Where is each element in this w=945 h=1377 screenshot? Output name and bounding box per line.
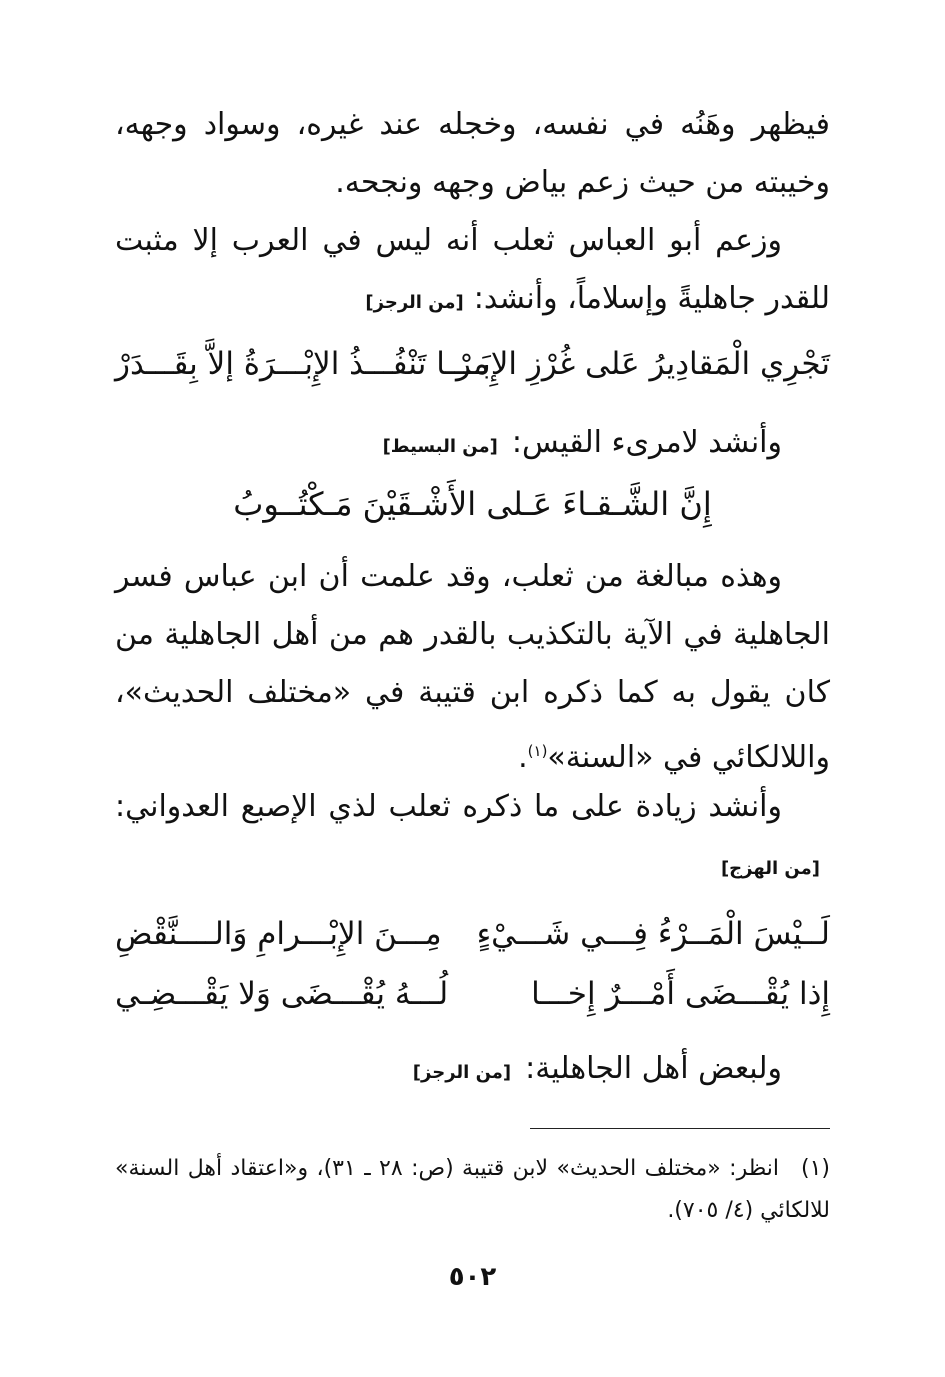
verse-intro-2 xyxy=(115,1040,830,1102)
footnote xyxy=(115,1148,830,1232)
paragraph-3 xyxy=(115,548,830,787)
verse-2 xyxy=(115,474,830,534)
meter-label: [من البسيط] xyxy=(382,436,498,457)
verse-intro-1-text: وأنشد لامرىء القيس: xyxy=(511,425,782,460)
verse-4-second-hemistich: لُـــهُ يُقْـــضَى وَلا يَقْـــضِـي xyxy=(115,976,449,1012)
paragraph-3-text: وهذه مبالغة من ثعلب، وقد علمت أن ابن عباس فسر الجاهلية في الآية بالتكذيب بالقدر هم من أهل الجاهلية من كان يقول به كما ذكره ابن قتيبة في «مختلف الحديث»، واللالكائي في «السنة» xyxy=(115,559,830,775)
meter-label: [من الرجز] xyxy=(412,1062,512,1083)
verse-3-first-hemistich: لَــيْسَ الْمَــرْءُ فِـــي شَـــيْءٍ xyxy=(476,916,830,952)
paragraph-4 xyxy=(115,778,830,898)
verse-3 xyxy=(115,904,830,964)
meter-label: [من الهزج] xyxy=(720,858,820,879)
paragraph-2 xyxy=(115,212,830,332)
verse-intro-1 xyxy=(115,414,830,476)
meter-label: [من الرجز] xyxy=(365,292,464,313)
paragraph-1-text: فيظهر وهَنُه في نفسه، وخجله عند غيره، وسواد وجهه، وخيبته من حيث زعم بياض وجهه ونجحه. xyxy=(115,107,830,200)
footnote-text: انظر: «مختلف الحديث» لابن قتيبة (ص: ٢٨ ـ ٣١)، و«اعتقاد أهل السنة» للالكائي (٤/ ٧٠٥). xyxy=(115,1156,830,1223)
page-number: ٥٠٢ xyxy=(448,1262,497,1292)
paragraph-4-text: وأنشد زيادة على ما ذكره ثعلب لذي الإصبع العدواني: xyxy=(115,789,782,824)
footnote-number: (١) xyxy=(801,1156,831,1181)
verse-4-first-hemistich: إِذا يُقْـــضَى أَمْـــرٌ إِخـــا xyxy=(531,976,830,1012)
verse-3-second-hemistich: مِـــنَ الإِبْـــرامِ وَالــــنَّقْضِ xyxy=(115,916,442,952)
verse-1-second-hemistich: مـــا تَنْفُـــذُ الإِبْـــرَةُ إلاَّ بِقَـــدَرْ xyxy=(115,346,490,382)
footnote-divider xyxy=(530,1128,830,1129)
verse-2-line: إِنَّ الشَّـقـاءَ عَـلى الأَشْـقَيْنَ مَـكْتُــوبُ xyxy=(233,485,712,523)
verse-1 xyxy=(115,334,830,394)
verse-intro-2-text: ولبعض أهل الجاهلية: xyxy=(525,1051,782,1086)
paragraph-1 xyxy=(115,96,830,212)
verse-4 xyxy=(115,964,830,1024)
paragraph-2-text: وزعم أبو العباس ثعلب أنه ليس في العرب إلا مثبت للقدر جاهليةً وإسلاماً، وأنشد: xyxy=(115,223,830,316)
footnote-reference: (١) xyxy=(527,742,548,760)
paragraph-3-end: . xyxy=(518,740,528,775)
verse-1-first-hemistich: تَجْرِي الْمَقادِيرُ عَلى غُرْزِ الإِبَـرْ xyxy=(455,346,830,382)
